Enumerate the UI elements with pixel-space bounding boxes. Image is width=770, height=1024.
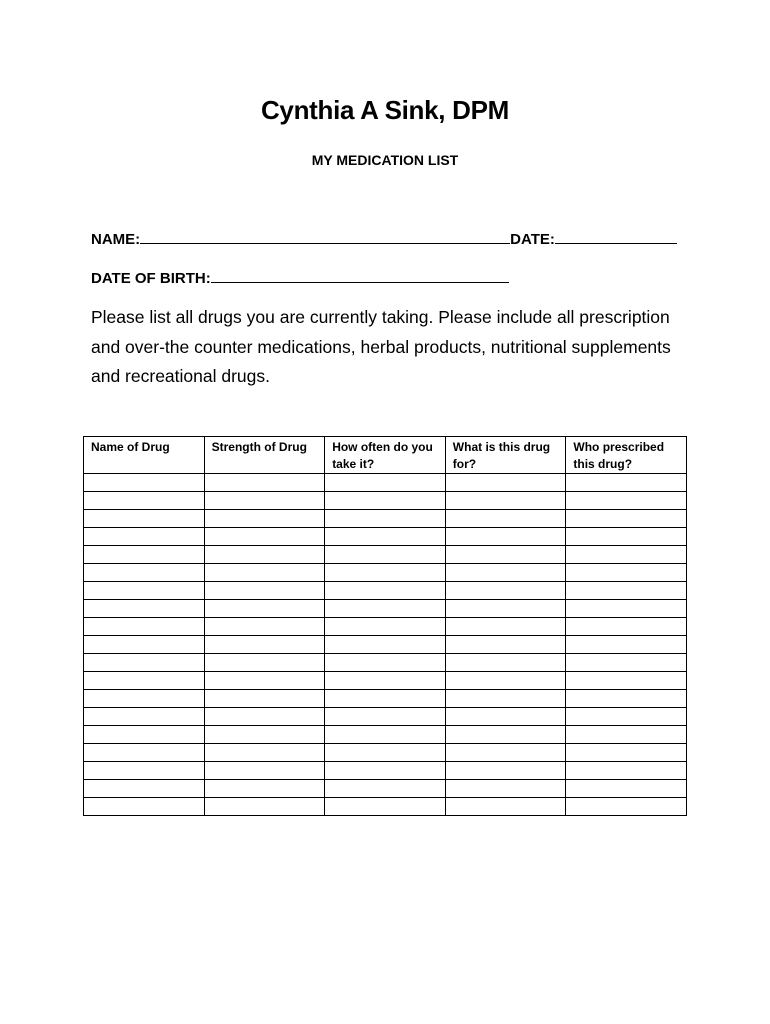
- column-header-frequency: How often do you take it?: [325, 437, 446, 474]
- table-row: [84, 636, 687, 654]
- table-cell[interactable]: [84, 564, 205, 582]
- table-cell[interactable]: [325, 510, 446, 528]
- table-cell[interactable]: [204, 708, 325, 726]
- table-cell[interactable]: [204, 510, 325, 528]
- table-cell[interactable]: [325, 474, 446, 492]
- table-row: [84, 546, 687, 564]
- table-cell[interactable]: [84, 618, 205, 636]
- column-header-purpose: What is this drug for?: [445, 437, 566, 474]
- table-cell[interactable]: [566, 672, 687, 690]
- table-cell[interactable]: [204, 762, 325, 780]
- table-cell[interactable]: [325, 546, 446, 564]
- table-row: [84, 762, 687, 780]
- date-label: DATE:: [510, 231, 555, 248]
- table-cell[interactable]: [204, 582, 325, 600]
- table-cell[interactable]: [325, 618, 446, 636]
- table-cell[interactable]: [84, 708, 205, 726]
- table-row: [84, 708, 687, 726]
- dob-label: DATE OF BIRTH:: [91, 270, 211, 287]
- table-cell[interactable]: [84, 546, 205, 564]
- table-cell[interactable]: [325, 582, 446, 600]
- table-cell[interactable]: [445, 798, 566, 816]
- page-title: Cynthia A Sink, DPM: [260, 95, 510, 125]
- table-cell[interactable]: [566, 780, 687, 798]
- table-cell[interactable]: [204, 528, 325, 546]
- table-cell[interactable]: [325, 780, 446, 798]
- table-cell[interactable]: [84, 636, 205, 654]
- table-cell[interactable]: [325, 654, 446, 672]
- table-cell[interactable]: [204, 780, 325, 798]
- table-row: [84, 798, 687, 816]
- instructions-text: Please list all drugs you are currently taking. Please include all prescription and over-the counter medications, herbal products, nutritional supplements and recreational drugs.: [91, 307, 671, 386]
- table-cell[interactable]: [445, 492, 566, 510]
- table-cell[interactable]: [325, 690, 446, 708]
- table-row: [84, 492, 687, 510]
- table-cell[interactable]: [204, 726, 325, 744]
- table-cell[interactable]: [566, 564, 687, 582]
- table-cell[interactable]: [84, 654, 205, 672]
- table-cell[interactable]: [566, 474, 687, 492]
- table-header-row: [84, 437, 687, 474]
- table-cell[interactable]: [204, 744, 325, 762]
- table-cell[interactable]: [325, 762, 446, 780]
- table-cell[interactable]: [566, 762, 687, 780]
- table-cell[interactable]: [445, 672, 566, 690]
- table-row: [84, 690, 687, 708]
- medication-table: [83, 436, 687, 816]
- table-cell[interactable]: [325, 564, 446, 582]
- name-label: NAME:: [91, 231, 141, 248]
- table-cell[interactable]: [84, 492, 205, 510]
- table-cell[interactable]: [445, 654, 566, 672]
- table-cell[interactable]: [325, 528, 446, 546]
- table-cell[interactable]: [445, 618, 566, 636]
- table-cell[interactable]: [204, 564, 325, 582]
- dob-line: [91, 268, 509, 287]
- table-cell[interactable]: [84, 528, 205, 546]
- table-cell[interactable]: [325, 492, 446, 510]
- table-cell[interactable]: [325, 798, 446, 816]
- table-cell[interactable]: [566, 600, 687, 618]
- table-cell[interactable]: [445, 726, 566, 744]
- page-subtitle: MY MEDICATION LIST: [311, 152, 459, 168]
- table-cell[interactable]: [566, 654, 687, 672]
- table-cell[interactable]: [84, 726, 205, 744]
- table-row: [84, 600, 687, 618]
- name-date-line: [91, 229, 677, 248]
- table-cell[interactable]: [204, 636, 325, 654]
- table-cell[interactable]: [84, 510, 205, 528]
- table-cell[interactable]: [84, 780, 205, 798]
- table-row: [84, 528, 687, 546]
- table-cell[interactable]: [204, 618, 325, 636]
- table-cell[interactable]: [445, 636, 566, 654]
- table-row: [84, 780, 687, 798]
- table-cell[interactable]: [566, 690, 687, 708]
- table-cell[interactable]: [84, 798, 205, 816]
- column-header-prescriber: Who prescribed this drug?: [566, 437, 687, 474]
- table-cell[interactable]: [204, 492, 325, 510]
- table-cell[interactable]: [204, 690, 325, 708]
- table-cell[interactable]: [84, 672, 205, 690]
- table-cell[interactable]: [204, 600, 325, 618]
- table-cell[interactable]: [445, 510, 566, 528]
- table-row: [84, 726, 687, 744]
- table-cell[interactable]: [566, 510, 687, 528]
- table-cell[interactable]: [566, 708, 687, 726]
- table-cell[interactable]: [204, 798, 325, 816]
- table-row: [84, 474, 687, 492]
- table-cell[interactable]: [566, 618, 687, 636]
- table-cell[interactable]: [84, 762, 205, 780]
- table-row: [84, 582, 687, 600]
- table-cell[interactable]: [325, 636, 446, 654]
- table-cell[interactable]: [566, 528, 687, 546]
- table-row: [84, 744, 687, 762]
- table-row: [84, 654, 687, 672]
- table-cell[interactable]: [566, 636, 687, 654]
- table-body: [84, 474, 687, 816]
- table-cell[interactable]: [445, 780, 566, 798]
- table-cell[interactable]: [204, 654, 325, 672]
- table-cell[interactable]: [445, 564, 566, 582]
- dob-field[interactable]: [211, 268, 509, 283]
- table-cell[interactable]: [445, 528, 566, 546]
- table-cell[interactable]: [445, 690, 566, 708]
- table-cell[interactable]: [445, 600, 566, 618]
- table-cell[interactable]: [566, 798, 687, 816]
- table-cell[interactable]: [445, 582, 566, 600]
- table-cell[interactable]: [445, 474, 566, 492]
- table-cell[interactable]: [84, 582, 205, 600]
- table-cell[interactable]: [566, 492, 687, 510]
- table-cell[interactable]: [325, 600, 446, 618]
- table-cell[interactable]: [204, 474, 325, 492]
- table-cell[interactable]: [325, 744, 446, 762]
- column-header-strength: Strength of Drug: [204, 437, 325, 474]
- table-cell[interactable]: [84, 600, 205, 618]
- table-cell[interactable]: [445, 708, 566, 726]
- name-field[interactable]: [140, 229, 510, 244]
- table-cell[interactable]: [566, 726, 687, 744]
- table-cell[interactable]: [84, 690, 205, 708]
- column-header-name: Name of Drug: [84, 437, 205, 474]
- table-cell[interactable]: [566, 546, 687, 564]
- table-cell[interactable]: [84, 744, 205, 762]
- table-row: [84, 672, 687, 690]
- table-cell[interactable]: [325, 672, 446, 690]
- table-row: [84, 564, 687, 582]
- table-cell[interactable]: [566, 582, 687, 600]
- table-cell[interactable]: [445, 546, 566, 564]
- table-cell[interactable]: [325, 726, 446, 744]
- table-cell[interactable]: [84, 474, 205, 492]
- table-cell[interactable]: [204, 672, 325, 690]
- table-cell[interactable]: [445, 762, 566, 780]
- table-cell[interactable]: [325, 708, 446, 726]
- date-field[interactable]: [555, 229, 677, 244]
- table-cell[interactable]: [445, 744, 566, 762]
- table-cell[interactable]: [204, 546, 325, 564]
- table-row: [84, 510, 687, 528]
- table-cell[interactable]: [566, 744, 687, 762]
- table-row: [84, 618, 687, 636]
